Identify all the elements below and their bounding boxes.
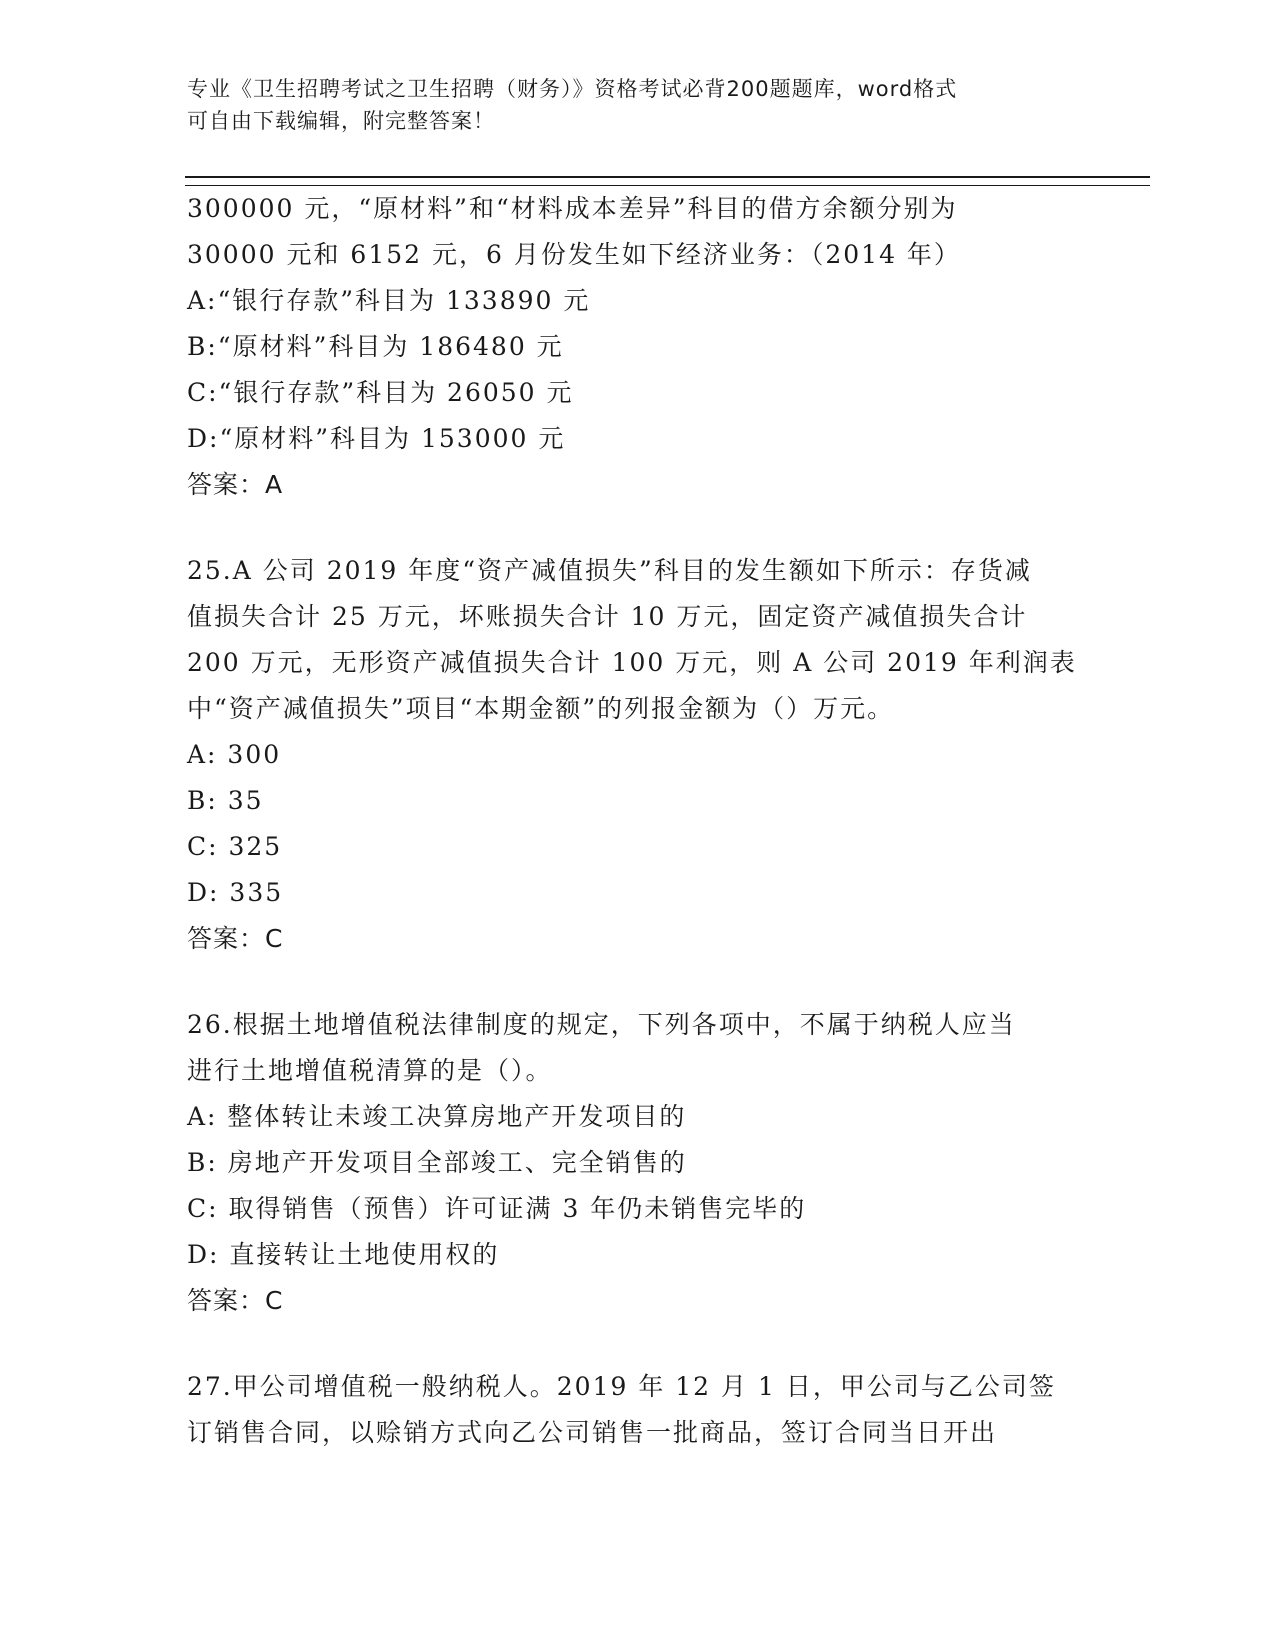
question-stem-line: 订销售合同，以赊销方式向乙公司销售一批商品，签订合同当日开出	[187, 1418, 998, 1447]
question-stem-line: 中“资产减值损失”项目“本期金额”的列报金额为（）万元。	[187, 694, 895, 723]
answer-line: 答案：A	[187, 470, 284, 499]
question-26	[187, 1002, 1087, 1324]
option-c: C: 取得销售（预售）许可证满 3 年仍未销售完毕的	[187, 1194, 807, 1223]
question-27	[187, 1364, 1087, 1456]
header-line-1: 专业《卫生招聘考试之卫生招聘（财务）》资格考试必背200题题库，word格式	[187, 77, 958, 101]
option-a: A:“银行存款”科目为 133890 元	[187, 286, 591, 315]
page-header	[187, 73, 1087, 137]
answer-line: 答案：C	[187, 1286, 284, 1315]
question-stem-line: 300000 元，“原材料”和“材料成本差异”科目的借方余额分别为	[187, 194, 958, 223]
option-b: B: 房地产开发项目全部竣工、完全销售的	[187, 1148, 687, 1177]
option-a: A: 整体转让未竣工决算房地产开发项目的	[187, 1102, 687, 1131]
option-d: D:“原材料”科目为 153000 元	[187, 424, 566, 453]
option-a: A: 300	[187, 740, 282, 769]
question-stem-line: 200 万元，无形资产减值损失合计 100 万元，则 A 公司 2019 年利润表	[187, 648, 1077, 677]
question-spacer	[187, 962, 1087, 1002]
option-c: C:“银行存款”科目为 26050 元	[187, 378, 574, 407]
option-b: B: 35	[187, 786, 264, 815]
answer-line: 答案：C	[187, 924, 284, 953]
option-c: C: 325	[187, 832, 283, 861]
question-spacer	[187, 1324, 1087, 1364]
question-stem-line: 进行土地增值税清算的是（）。	[187, 1056, 553, 1085]
question-stem-line: 值损失合计 25 万元，坏账损失合计 10 万元，固定资产减值损失合计	[187, 602, 1028, 631]
question-spacer	[187, 508, 1087, 548]
question-stem-line: 26.根据土地增值税法律制度的规定，下列各项中，不属于纳税人应当	[187, 1010, 1016, 1039]
document-body	[187, 186, 1087, 1456]
question-stem-line: 27.甲公司增值税一般纳税人。2019 年 12 月 1 日，甲公司与乙公司签	[187, 1372, 1056, 1401]
option-d: D: 335	[187, 878, 284, 907]
question-25	[187, 548, 1087, 962]
header-divider	[185, 176, 1150, 186]
question-stem-line: 25.A 公司 2019 年度“资产减值损失”科目的发生额如下所示：存货减	[187, 556, 1032, 585]
option-b: B:“原材料”科目为 186480 元	[187, 332, 564, 361]
question-24	[187, 186, 1087, 508]
option-d: D: 直接转让土地使用权的	[187, 1240, 500, 1269]
question-stem-line: 30000 元和 6152 元，6 月份发生如下经济业务：（2014 年）	[187, 240, 961, 269]
header-line-2: 可自由下载编辑，附完整答案！	[187, 109, 495, 133]
